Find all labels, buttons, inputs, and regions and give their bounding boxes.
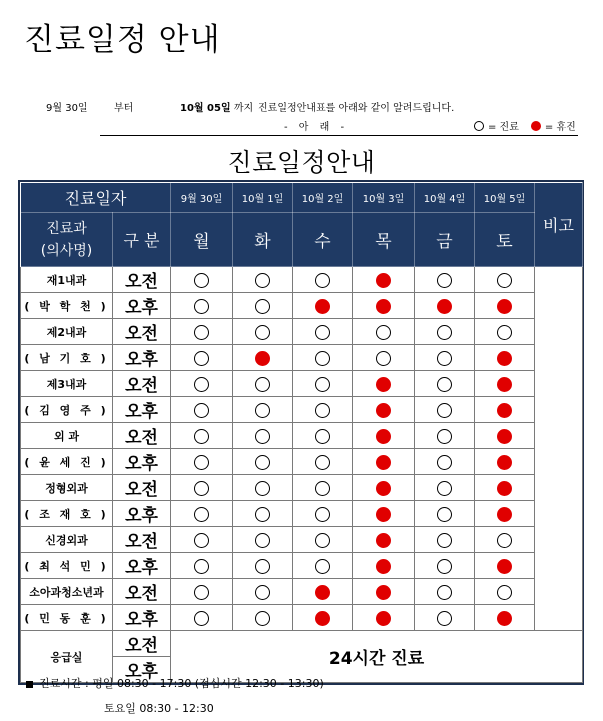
status-cell xyxy=(293,449,353,475)
status-cell xyxy=(171,501,233,527)
status-cell xyxy=(475,579,535,605)
day-header: 금 xyxy=(415,213,475,267)
department-name: 외 과 xyxy=(21,423,113,449)
status-cell xyxy=(475,293,535,319)
status-cell xyxy=(293,501,353,527)
open-circle-icon xyxy=(315,455,330,470)
schedule-row xyxy=(21,371,583,397)
status-cell xyxy=(353,475,415,501)
status-cell xyxy=(171,475,233,501)
status-cell xyxy=(293,553,353,579)
open-circle-icon xyxy=(194,611,209,626)
status-cell xyxy=(415,579,475,605)
session-pm: 오후 xyxy=(113,345,171,371)
schedule-row xyxy=(21,293,583,319)
status-cell xyxy=(233,579,293,605)
status-cell xyxy=(415,605,475,631)
closed-circle-icon xyxy=(497,507,512,522)
status-cell xyxy=(171,527,233,553)
remarks-cell xyxy=(535,267,583,631)
status-cell xyxy=(475,449,535,475)
status-cell xyxy=(233,605,293,631)
status-cell xyxy=(353,605,415,631)
status-cell xyxy=(415,449,475,475)
status-cell xyxy=(233,371,293,397)
closed-circle-icon xyxy=(376,377,391,392)
open-circle-icon xyxy=(255,377,270,392)
status-cell xyxy=(233,319,293,345)
status-cell xyxy=(171,345,233,371)
session-pm: 오후 xyxy=(113,657,171,683)
closed-circle-icon xyxy=(376,273,391,288)
status-cell xyxy=(293,319,353,345)
open-circle-icon xyxy=(474,121,484,131)
closed-circle-icon xyxy=(376,455,391,470)
open-circle-icon xyxy=(255,455,270,470)
schedule-date-header: 진료일자 xyxy=(21,183,171,213)
status-cell xyxy=(475,527,535,553)
status-cell xyxy=(415,293,475,319)
session-pm: 오후 xyxy=(113,553,171,579)
closed-circle-icon xyxy=(497,299,512,314)
status-cell xyxy=(475,501,535,527)
schedule-row xyxy=(21,267,583,293)
doctor-name: ( 윤 세 진 ) xyxy=(21,449,113,475)
day-header: 월 xyxy=(171,213,233,267)
status-cell xyxy=(353,449,415,475)
status-cell xyxy=(353,397,415,423)
open-circle-icon xyxy=(194,325,209,340)
status-cell xyxy=(353,501,415,527)
date-header: 9월 30일 xyxy=(171,183,233,213)
doctor-name: ( 민 동 훈 ) xyxy=(21,605,113,631)
status-cell xyxy=(171,449,233,475)
open-circle-icon xyxy=(437,507,452,522)
open-circle-icon xyxy=(255,507,270,522)
status-cell xyxy=(233,267,293,293)
open-circle-icon xyxy=(194,273,209,288)
open-circle-icon xyxy=(437,325,452,340)
closed-circle-icon xyxy=(497,351,512,366)
emergency-hours: 24시간 진료 xyxy=(171,631,583,683)
divider xyxy=(100,135,578,136)
open-circle-icon xyxy=(194,481,209,496)
session-pm: 오후 xyxy=(113,605,171,631)
status-cell xyxy=(171,293,233,319)
open-circle-icon xyxy=(194,351,209,366)
status-cell xyxy=(353,267,415,293)
closed-circle-icon xyxy=(376,559,391,574)
status-cell xyxy=(353,345,415,371)
open-circle-icon xyxy=(194,403,209,418)
closed-circle-icon xyxy=(315,299,330,314)
period-message: 진료일정안내표를 아래와 같이 알려드립니다. xyxy=(258,103,455,114)
open-circle-icon xyxy=(255,585,270,600)
session-am: 오전 xyxy=(113,579,171,605)
open-circle-icon xyxy=(376,325,391,340)
open-circle-icon xyxy=(194,377,209,392)
status-cell xyxy=(415,319,475,345)
doctor-name: ( 조 재 호 ) xyxy=(21,501,113,527)
status-cell xyxy=(353,371,415,397)
status-cell xyxy=(415,501,475,527)
open-circle-icon xyxy=(437,585,452,600)
status-cell xyxy=(293,267,353,293)
open-circle-icon xyxy=(255,429,270,444)
emergency-label: 응급실 xyxy=(21,631,113,683)
status-cell xyxy=(293,397,353,423)
doctor-name: ( 남 기 호 ) xyxy=(21,345,113,371)
status-cell xyxy=(415,553,475,579)
doctor-name: ( 김 영 주 ) xyxy=(21,397,113,423)
status-cell xyxy=(233,423,293,449)
status-cell xyxy=(475,345,535,371)
closed-circle-icon xyxy=(497,403,512,418)
status-cell xyxy=(415,267,475,293)
open-circle-icon xyxy=(437,429,452,444)
open-circle-icon xyxy=(194,507,209,522)
legend-open-label: = 진료 xyxy=(488,122,519,133)
closed-circle-icon xyxy=(376,611,391,626)
open-circle-icon xyxy=(497,533,512,548)
hours-saturday: 토요일 08:30 - 12:30 xyxy=(104,702,214,715)
status-cell xyxy=(293,475,353,501)
date-header: 10월 5일 xyxy=(475,183,535,213)
period-start: 9월 30일 xyxy=(46,103,88,114)
department-name: 재1내과 xyxy=(21,267,113,293)
session-header: 구 분 xyxy=(113,213,171,267)
status-cell xyxy=(475,319,535,345)
status-cell xyxy=(353,553,415,579)
open-circle-icon xyxy=(255,611,270,626)
status-cell xyxy=(233,553,293,579)
open-circle-icon xyxy=(437,611,452,626)
status-cell xyxy=(293,527,353,553)
status-cell xyxy=(475,475,535,501)
status-cell xyxy=(233,449,293,475)
day-header: 토 xyxy=(475,213,535,267)
schedule-row xyxy=(21,501,583,527)
open-circle-icon xyxy=(255,273,270,288)
schedule-row xyxy=(21,579,583,605)
department-name: 소아과청소년과 xyxy=(21,579,113,605)
open-circle-icon xyxy=(255,481,270,496)
schedule-row xyxy=(21,319,583,345)
hours-weekday: 진료시간 : 평일 08:30 - 17:30 (점심시간 12:30 - 13:30) xyxy=(26,675,324,691)
session-am: 오전 xyxy=(113,423,171,449)
status-cell xyxy=(353,579,415,605)
schedule-row xyxy=(21,423,583,449)
open-circle-icon xyxy=(194,455,209,470)
open-circle-icon xyxy=(194,429,209,444)
open-circle-icon xyxy=(437,273,452,288)
status-cell xyxy=(233,475,293,501)
open-circle-icon xyxy=(315,559,330,574)
closed-circle-icon xyxy=(376,507,391,522)
open-circle-icon xyxy=(194,585,209,600)
date-header: 10월 1일 xyxy=(233,183,293,213)
status-cell xyxy=(415,475,475,501)
day-header: 수 xyxy=(293,213,353,267)
session-pm: 오후 xyxy=(113,293,171,319)
status-cell xyxy=(475,397,535,423)
status-cell xyxy=(233,527,293,553)
session-pm: 오후 xyxy=(113,449,171,475)
open-circle-icon xyxy=(315,325,330,340)
open-circle-icon xyxy=(315,377,330,392)
date-header: 10월 2일 xyxy=(293,183,353,213)
open-circle-icon xyxy=(437,455,452,470)
status-cell xyxy=(171,423,233,449)
schedule-row xyxy=(21,397,583,423)
status-cell xyxy=(475,605,535,631)
table-title: 진료일정안내 xyxy=(227,148,376,177)
open-circle-icon xyxy=(315,403,330,418)
open-circle-icon xyxy=(315,533,330,548)
session-am: 오전 xyxy=(113,267,171,293)
open-circle-icon xyxy=(315,507,330,522)
status-cell xyxy=(353,319,415,345)
status-cell xyxy=(233,345,293,371)
status-cell xyxy=(233,397,293,423)
legend xyxy=(474,118,576,133)
schedule-row xyxy=(21,527,583,553)
period-end: 10월 05일 까지 xyxy=(180,103,254,114)
open-circle-icon xyxy=(315,429,330,444)
status-cell xyxy=(293,293,353,319)
schedule-row xyxy=(21,605,583,631)
open-circle-icon xyxy=(497,273,512,288)
open-circle-icon xyxy=(437,351,452,366)
closed-circle-icon xyxy=(255,351,270,366)
open-circle-icon xyxy=(497,585,512,600)
status-cell xyxy=(415,397,475,423)
open-circle-icon xyxy=(497,325,512,340)
status-cell xyxy=(233,501,293,527)
session-am: 오전 xyxy=(113,527,171,553)
status-cell xyxy=(415,345,475,371)
open-circle-icon xyxy=(315,273,330,288)
doctor-name: ( 박 학 천 ) xyxy=(21,293,113,319)
status-cell xyxy=(475,267,535,293)
schedule-row xyxy=(21,345,583,371)
open-circle-icon xyxy=(315,481,330,496)
status-cell xyxy=(171,319,233,345)
department-name: 정형외과 xyxy=(21,475,113,501)
status-cell xyxy=(415,371,475,397)
session-am: 오전 xyxy=(113,319,171,345)
closed-circle-icon xyxy=(497,429,512,444)
closed-circle-icon xyxy=(376,429,391,444)
below-label: - 아 래 - xyxy=(284,122,349,133)
date-header: 10월 4일 xyxy=(415,183,475,213)
open-circle-icon xyxy=(437,377,452,392)
open-circle-icon xyxy=(437,403,452,418)
status-cell xyxy=(475,553,535,579)
closed-circle-icon xyxy=(376,585,391,600)
closed-circle-icon xyxy=(497,481,512,496)
legend-closed-label: = 휴진 xyxy=(544,122,576,133)
status-cell xyxy=(293,345,353,371)
closed-circle-icon xyxy=(315,585,330,600)
open-circle-icon xyxy=(437,559,452,574)
closed-circle-icon xyxy=(497,455,512,470)
status-cell xyxy=(171,605,233,631)
period-from-word: 부터 xyxy=(114,103,134,114)
closed-circle-icon xyxy=(376,533,391,548)
status-cell xyxy=(293,605,353,631)
session-am: 오전 xyxy=(113,475,171,501)
status-cell xyxy=(475,423,535,449)
open-circle-icon xyxy=(255,533,270,548)
day-header: 화 xyxy=(233,213,293,267)
open-circle-icon xyxy=(437,481,452,496)
status-cell xyxy=(293,371,353,397)
department-name: 제3내과 xyxy=(21,371,113,397)
open-circle-icon xyxy=(255,403,270,418)
open-circle-icon xyxy=(194,299,209,314)
schedule-row xyxy=(21,475,583,501)
status-cell xyxy=(293,579,353,605)
closed-circle-icon xyxy=(376,299,391,314)
department-header: 진료과 (의사명) xyxy=(21,213,113,267)
status-cell xyxy=(415,423,475,449)
closed-circle-icon xyxy=(315,611,330,626)
status-cell xyxy=(353,423,415,449)
schedule-row xyxy=(21,553,583,579)
remarks-header: 비고 xyxy=(535,183,583,267)
open-circle-icon xyxy=(437,533,452,548)
session-am: 오전 xyxy=(113,371,171,397)
date-header: 10월 3일 xyxy=(353,183,415,213)
department-name: 제2내과 xyxy=(21,319,113,345)
status-cell xyxy=(353,527,415,553)
open-circle-icon xyxy=(255,559,270,574)
open-circle-icon xyxy=(194,533,209,548)
closed-circle-icon xyxy=(497,611,512,626)
status-cell xyxy=(171,579,233,605)
open-circle-icon xyxy=(376,351,391,366)
status-cell xyxy=(171,267,233,293)
department-name: 신경외과 xyxy=(21,527,113,553)
status-cell xyxy=(415,527,475,553)
doctor-name: ( 최 석 민 ) xyxy=(21,553,113,579)
closed-circle-icon xyxy=(376,481,391,496)
closed-circle-icon xyxy=(497,377,512,392)
status-cell xyxy=(293,423,353,449)
open-circle-icon xyxy=(194,559,209,574)
day-header: 목 xyxy=(353,213,415,267)
schedule-table xyxy=(18,180,584,685)
open-circle-icon xyxy=(315,351,330,366)
open-circle-icon xyxy=(255,299,270,314)
open-circle-icon xyxy=(255,325,270,340)
status-cell xyxy=(171,553,233,579)
closed-circle-icon xyxy=(497,559,512,574)
status-cell xyxy=(353,293,415,319)
status-cell xyxy=(171,397,233,423)
session-am: 오전 xyxy=(113,631,171,657)
page-title: 진료일정 안내 xyxy=(24,22,221,58)
closed-circle-icon xyxy=(531,121,541,131)
schedule-row xyxy=(21,449,583,475)
closed-circle-icon xyxy=(376,403,391,418)
status-cell xyxy=(171,371,233,397)
square-bullet-icon xyxy=(26,681,33,688)
session-pm: 오후 xyxy=(113,501,171,527)
session-pm: 오후 xyxy=(113,397,171,423)
status-cell xyxy=(233,293,293,319)
closed-circle-icon xyxy=(437,299,452,314)
status-cell xyxy=(475,371,535,397)
